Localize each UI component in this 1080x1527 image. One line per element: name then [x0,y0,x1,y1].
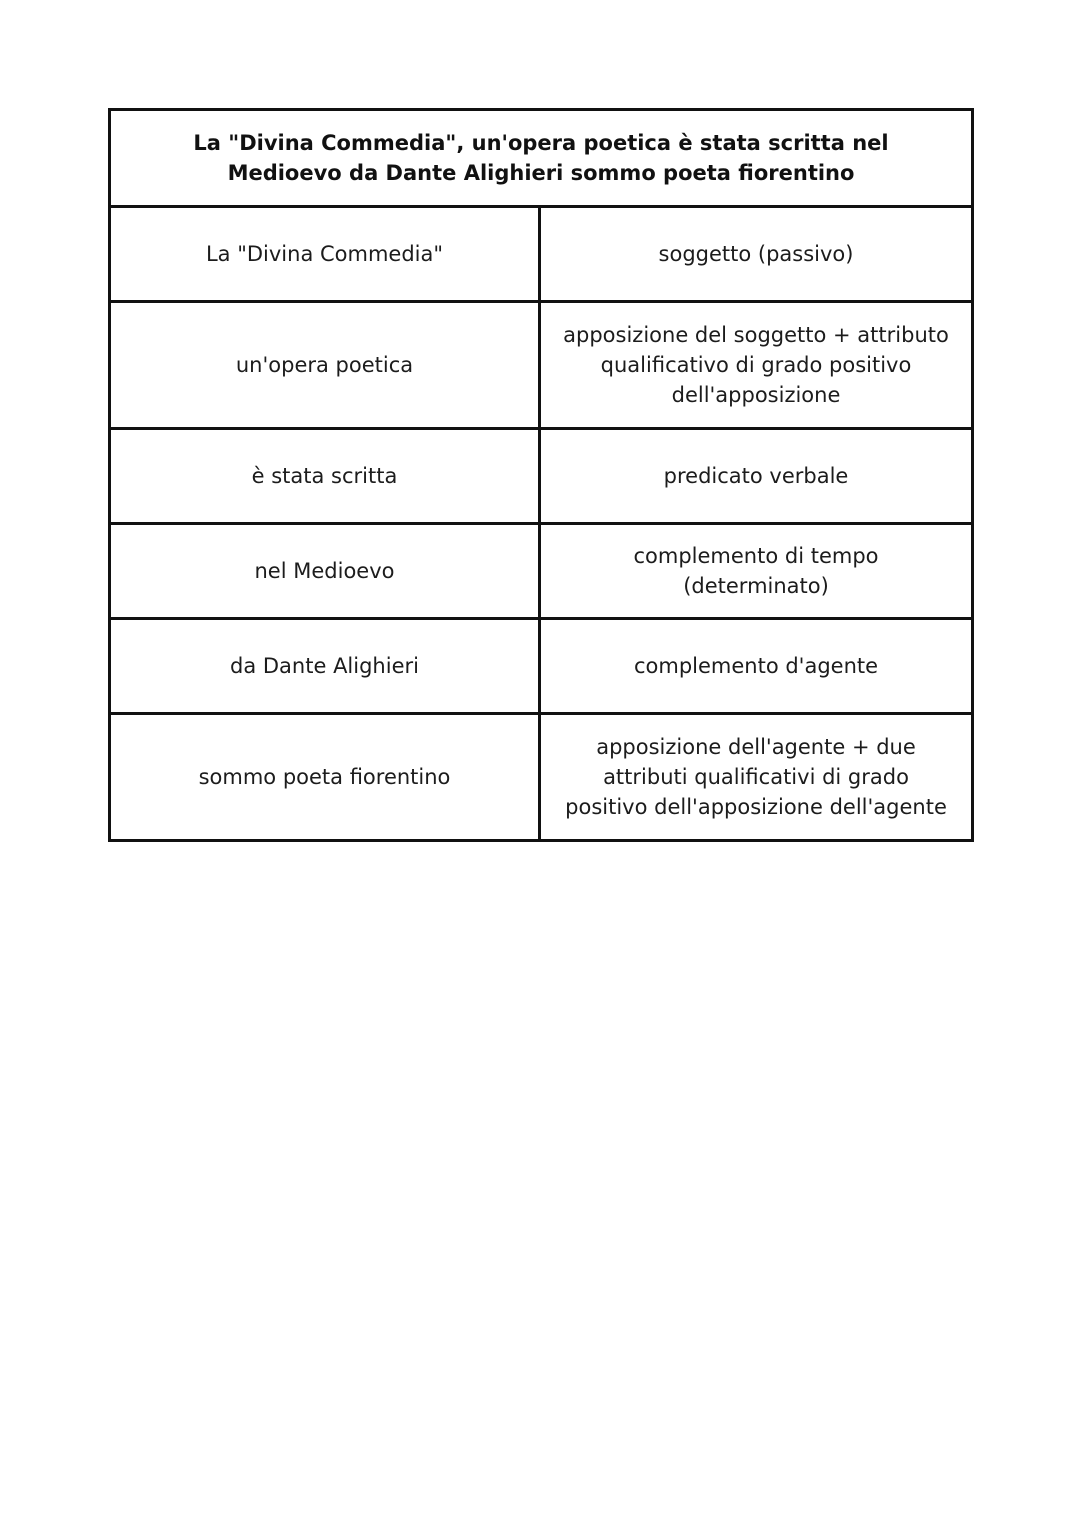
table-title: La "Divina Commedia", un'opera poetica è stata scritta nel Medioevo da Dante Alighieri sommo poeta fiorentino [110,110,973,207]
table-title-row [110,110,973,207]
phrase-cell: un'opera poetica [110,302,540,429]
analysis-cell: apposizione dell'agente + due attributi qualificativi di grado positivo dell'apposizione dell'agente [540,714,973,841]
table-row [110,207,973,302]
table-row [110,619,973,714]
analysis-cell: apposizione del soggetto + attributo qualificativo di grado positivo dell'apposizione [540,302,973,429]
analysis-cell: soggetto (passivo) [540,207,973,302]
table-row [110,302,973,429]
table-row [110,714,973,841]
analysis-cell: predicato verbale [540,429,973,524]
logical-analysis-table [108,108,974,842]
phrase-cell: da Dante Alighieri [110,619,540,714]
table-row [110,429,973,524]
table-row [110,524,973,619]
phrase-cell: La "Divina Commedia" [110,207,540,302]
phrase-cell: è stata scritta [110,429,540,524]
analysis-cell: complemento d'agente [540,619,973,714]
analysis-cell: complemento di tempo (determinato) [540,524,973,619]
phrase-cell: nel Medioevo [110,524,540,619]
phrase-cell: sommo poeta fiorentino [110,714,540,841]
